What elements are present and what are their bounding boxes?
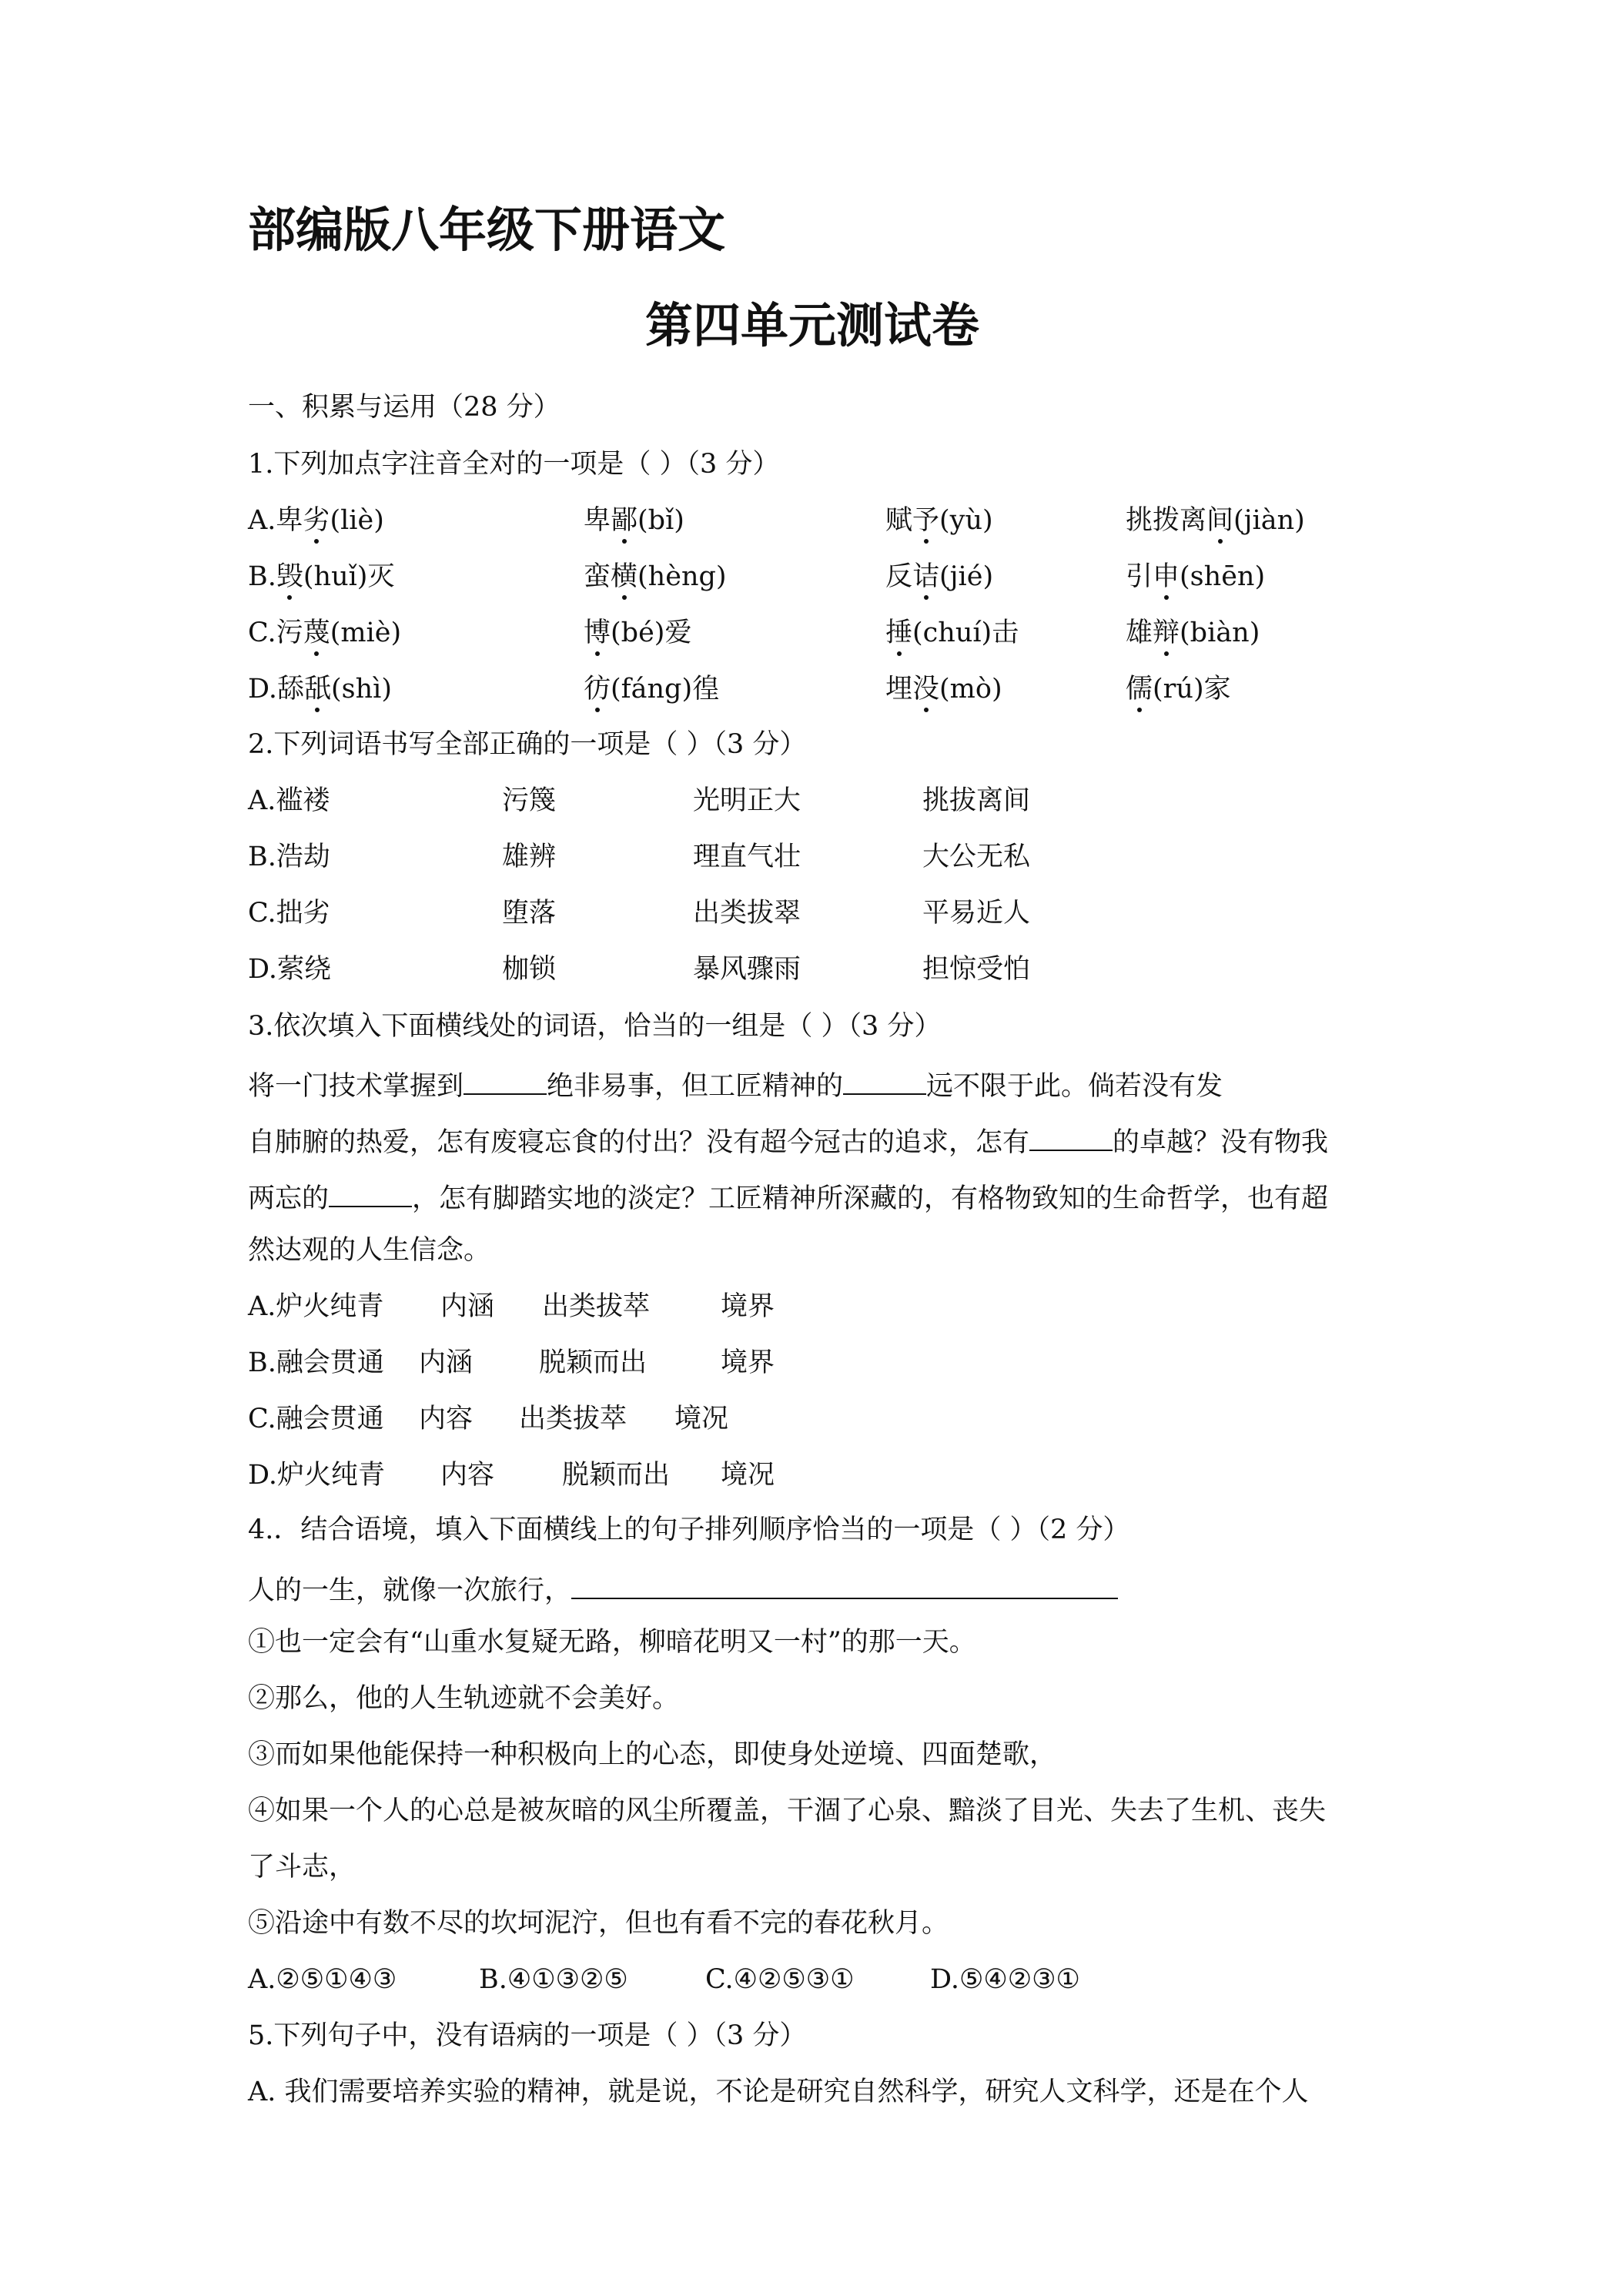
dotted-character: 间 — [1206, 505, 1234, 536]
word-prefix: 赋 — [885, 505, 913, 536]
word-option: A.褴褛 — [248, 785, 330, 816]
word-prefix: 埋 — [885, 674, 913, 705]
question-5-stem: 5.下列句子中，没有语病的一项是（ ）（3 分） — [248, 2020, 807, 2051]
word-option: D.炉火纯青 — [248, 1460, 385, 1491]
order-option: D.⑤④②③① — [930, 1964, 1080, 1995]
word-option: 境况 — [674, 1404, 729, 1434]
sentence-3: ③而如果他能保持一种积极向上的心态，即使身处逆境、四面楚歌， — [248, 1739, 1057, 1770]
pinyin-text: (miè) — [330, 618, 402, 648]
dotted-character: 予 — [912, 505, 940, 536]
fill-blank[interactable] — [1029, 1125, 1113, 1151]
word-option: 暴风骤雨 — [693, 954, 801, 985]
lead-text: 人的一生，就像一次旅行， — [248, 1575, 572, 1606]
dotted-character: 彷 — [584, 674, 611, 705]
pinyin-text: (bǐ) — [637, 505, 684, 536]
option-item — [1126, 561, 1266, 592]
pinyin-text: (biàn) — [1180, 618, 1260, 648]
order-option: B.④①③②⑤ — [479, 1964, 628, 1995]
option-item — [584, 620, 691, 647]
word-option: 大公无私 — [922, 842, 1031, 872]
word-option: 理直气壮 — [693, 842, 801, 872]
order-option: C.④②⑤③① — [705, 1964, 855, 1995]
dotted-character: 辩 — [1153, 618, 1180, 648]
word-option: 出类拔萃 — [519, 1404, 627, 1434]
word-option: 脱颖而出 — [539, 1347, 648, 1378]
option-item — [584, 676, 719, 703]
dotted-character: 捶 — [885, 618, 913, 648]
word-option: C.融会贯通 — [248, 1404, 384, 1434]
word-option: 境况 — [721, 1460, 775, 1491]
option-item — [885, 561, 994, 592]
passage-text: 远不限于此。倘若没有发 — [926, 1071, 1223, 1102]
word-prefix: 引 — [1126, 561, 1153, 592]
word-option: 光明正大 — [693, 785, 801, 816]
pinyin-text: (bé)爱 — [611, 618, 692, 648]
pinyin-text: (jiàn) — [1233, 505, 1305, 536]
option-label: C. — [248, 618, 276, 648]
dotted-character: 博 — [584, 618, 611, 648]
word-option: 平易近人 — [922, 898, 1031, 929]
pinyin-text: (chuí)击 — [912, 618, 1019, 648]
dotted-character: 蔑 — [303, 618, 330, 648]
word-prefix: 卑 — [276, 505, 303, 536]
question-1-stem: 1.下列加点字注音全对的一项是（ ）（3 分） — [248, 449, 780, 480]
word-option: B.浩劫 — [248, 842, 330, 872]
option-item-first — [248, 620, 401, 647]
option-item — [1126, 620, 1260, 647]
pinyin-text: (liè) — [330, 505, 384, 536]
question-3-passage-line — [248, 1069, 1223, 1100]
option-label: D. — [248, 674, 277, 705]
question-3-stem: 3.依次填入下面横线处的词语，恰当的一组是（ ）（3 分） — [248, 1011, 942, 1042]
word-option: 内涵 — [419, 1347, 474, 1378]
word-option: 担惊受怕 — [922, 954, 1031, 985]
fill-blank[interactable] — [329, 1181, 412, 1207]
option-item-first — [248, 561, 395, 592]
question-3-passage-line — [248, 1181, 1328, 1213]
question-2-stem: 2.下列词语书写全部正确的一项是（ ）（3 分） — [248, 729, 807, 760]
pinyin-text: (mò) — [939, 674, 1002, 705]
word-option: 枷锁 — [502, 954, 557, 985]
option-item — [885, 507, 993, 534]
sentence-4-continued: 了斗志， — [248, 1852, 356, 1883]
pinyin-text: (yù) — [939, 505, 993, 536]
passage-text: 自肺腑的热爱，怎有废寝忘食的付出？没有超今冠古的追求，怎有 — [248, 1127, 1030, 1158]
dotted-character: 劣 — [303, 505, 330, 536]
word-option: 内涵 — [440, 1291, 495, 1322]
dotted-character: 鄙 — [611, 505, 638, 536]
word-option: C.拙劣 — [248, 898, 330, 929]
sentence-2: ②那么，他的人生轨迹就不会美好。 — [248, 1683, 680, 1714]
question-5-option-a: A. 我们需要培养实验的精神，就是说，不论是研究自然科学，研究人文科学，还是在个人 — [248, 2077, 1309, 2107]
pinyin-text: (hèng) — [637, 561, 727, 592]
option-label: B. — [248, 561, 276, 592]
dotted-character: 毁 — [276, 561, 303, 592]
word-option: A.炉火纯青 — [248, 1291, 384, 1322]
sentence-1: ①也一定会有“山重水复疑无路，柳暗花明又一村”的那一天。 — [248, 1627, 976, 1658]
word-option: 堕落 — [502, 898, 557, 929]
dotted-character: 舐 — [303, 674, 331, 705]
question-4-stem: 4.．结合语境，填入下面横线上的句子排列顺序恰当的一项是（ ）（2 分） — [248, 1514, 1130, 1545]
document-title: 部编版八年级下册语文 — [248, 202, 726, 258]
pinyin-text: (jié) — [939, 561, 994, 592]
word-prefix: 卑 — [584, 505, 611, 536]
word-option: 脱颖而出 — [562, 1460, 671, 1491]
word-option: 污篾 — [502, 785, 557, 816]
dotted-character: 横 — [611, 561, 638, 592]
passage-text: 两忘的 — [248, 1183, 330, 1214]
dotted-character: 诘 — [912, 561, 940, 592]
word-prefix: 反 — [885, 561, 913, 592]
passage-text: ，怎有脚踏实地的淡定？工匠精神所深藏的，有格物致知的生命哲学，也有超 — [412, 1183, 1329, 1214]
word-option: B.融会贯通 — [248, 1347, 384, 1378]
option-item-first — [248, 676, 392, 703]
pinyin-text: (shì) — [330, 674, 392, 705]
word-prefix: 雄 — [1126, 618, 1153, 648]
sentence-4: ④如果一个人的心总是被灰暗的风尘所覆盖，干涸了心泉、黯淡了目光、失去了生机、丧失 — [248, 1796, 1327, 1826]
word-option: 境界 — [721, 1347, 775, 1378]
option-item — [885, 676, 1002, 703]
fill-blank[interactable] — [843, 1069, 926, 1095]
option-label: A. — [248, 505, 276, 536]
pinyin-text: (huǐ)灭 — [303, 561, 395, 592]
question-4-lead — [248, 1573, 1118, 1605]
pinyin-text: (shēn) — [1180, 561, 1266, 592]
word-prefix: 蛮 — [584, 561, 611, 592]
word-option: 雄辨 — [502, 842, 557, 872]
passage-text: 绝非易事，但工匠精神的 — [547, 1071, 844, 1102]
passage-text: 的卓越？没有物我 — [1113, 1127, 1329, 1158]
option-item — [885, 620, 1019, 647]
word-prefix: 污 — [276, 618, 303, 648]
dotted-character: 申 — [1153, 561, 1180, 592]
option-item — [1126, 507, 1305, 534]
question-3-passage-line — [248, 1125, 1328, 1156]
word-option: 境界 — [721, 1291, 775, 1322]
word-option: 挑拔离间 — [922, 785, 1031, 816]
word-prefix: 挑拨离 — [1126, 505, 1207, 536]
document-subtitle: 第四单元测试卷 — [645, 297, 980, 353]
dotted-character: 儒 — [1126, 674, 1153, 705]
word-option: D.萦绕 — [248, 954, 331, 985]
word-option: 出类拔翠 — [693, 898, 801, 929]
option-item — [584, 561, 727, 592]
answer-blank[interactable] — [571, 1573, 1118, 1599]
order-option: A.②⑤①④③ — [248, 1964, 397, 1995]
word-option: 内容 — [440, 1460, 495, 1491]
pinyin-text: (rú)家 — [1153, 674, 1231, 705]
fill-blank[interactable] — [463, 1069, 547, 1095]
option-item — [1126, 676, 1231, 703]
dotted-character: 没 — [912, 674, 940, 705]
word-prefix: 舔 — [276, 674, 304, 705]
option-item-first — [248, 507, 384, 534]
question-3-passage-line: 然达观的人生信念。 — [248, 1235, 491, 1266]
word-option: 内容 — [419, 1404, 474, 1434]
passage-text: 将一门技术掌握到 — [248, 1071, 464, 1102]
section-heading: 一、积累与运用（28 分） — [248, 392, 561, 423]
word-option: 出类拔萃 — [542, 1291, 651, 1322]
option-item — [584, 507, 684, 534]
sentence-5: ⑤沿途中有数不尽的坎坷泥泞，但也有看不完的春花秋月。 — [248, 1908, 949, 1939]
pinyin-text: (fáng)徨 — [611, 674, 720, 705]
